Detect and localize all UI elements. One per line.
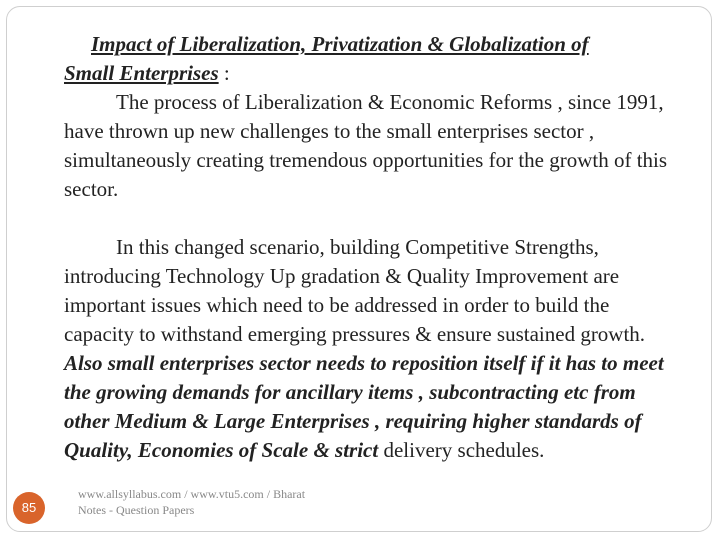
footer-source bbox=[78, 486, 378, 518]
paragraph-emphasis-text: Also small enterprises sector needs to reposition itself if it has to meet the growing demands for ancillary items , subcontracting etc from other Medium & Large Enterprises , requiring higher standards of Quality, Economies of Scale & strict bbox=[64, 351, 664, 462]
page-number-badge: 85 bbox=[13, 492, 45, 524]
heading-colon: : bbox=[218, 61, 230, 85]
footer-line-2: Notes - Question Papers bbox=[78, 503, 195, 517]
slide-heading-continued bbox=[64, 59, 684, 88]
slide-content bbox=[64, 30, 684, 465]
footer-line-1: www.allsyllabus.com / www.vtu5.com / Bharat bbox=[78, 487, 306, 501]
slide-heading bbox=[64, 30, 684, 59]
paragraph-tail-text: delivery schedules. bbox=[378, 438, 545, 462]
paragraph-liberalization: The process of Liberalization & Economic Reforms , since 1991, have thrown up new challenges to the small enterprises sector , simultaneously creating tremendous opportunities for the growth of this sector. bbox=[64, 90, 668, 201]
heading-line-1: Impact of Liberalization, Privatization & Globalization of bbox=[91, 32, 589, 56]
heading-line-2: Small Enterprises bbox=[64, 61, 219, 85]
paragraph-changed-scenario bbox=[64, 233, 684, 465]
paragraph-scenario-text: In this changed scenario, building Competitive Strengths, introducing Technology Up gradation & Quality Improvement are important issues which need to be addressed in order to build the capacity to withstand emerging pressures & ensure sustained growth. bbox=[64, 235, 646, 346]
